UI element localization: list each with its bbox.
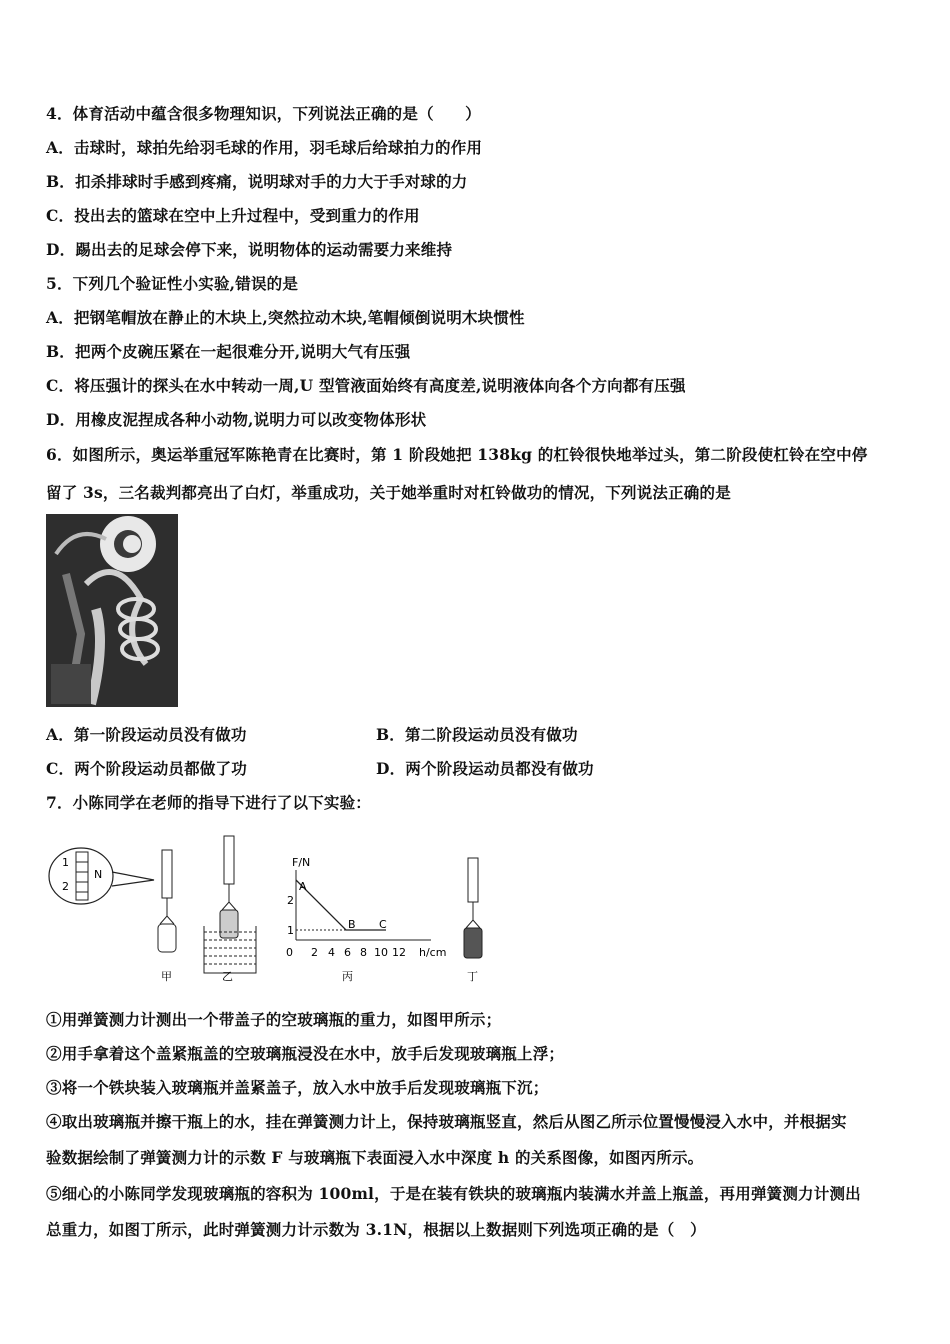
q7-step-4-line1: ④取出玻璃瓶并擦干瓶上的水，挂在弹簧测力计上，保持玻璃瓶竖直，然后从图乙所示位置慢慢浸入水中，并根据实 <box>46 1112 847 1131</box>
q7-figure-svg <box>46 828 506 988</box>
point-b: B <box>348 918 356 931</box>
label-bing: 丙 <box>342 970 353 983</box>
y-axis-label: F/N <box>292 856 311 869</box>
x-tick-10: 10 <box>374 946 388 959</box>
q6-option-a: A．第一阶段运动员没有做功 <box>46 725 247 744</box>
x-tick-4: 4 <box>328 946 335 959</box>
q7-step-1: ①用弹簧测力计测出一个带盖子的空玻璃瓶的重力，如图甲所示； <box>46 1010 502 1029</box>
y-tick-1: 1 <box>287 924 294 937</box>
q7-step-2: ②用手拿着这个盖紧瓶盖的空玻璃瓶浸没在水中，放手后发现玻璃瓶上浮； <box>46 1044 565 1063</box>
q5-option-c: C．将压强计的探头在水中转动一周,U 型管液面始终有高度差,说明液体向各个方向都有压强 <box>46 376 686 395</box>
q7-stem: 7．小陈同学在老师的指导下进行了以下实验： <box>46 793 371 812</box>
x-axis-label: h/cm <box>419 946 447 959</box>
x-tick-6: 6 <box>344 946 351 959</box>
point-a: A <box>299 880 307 893</box>
q7-step-3: ③将一个铁块装入玻璃瓶并盖紧盖子，放入水中放手后发现玻璃瓶下沉； <box>46 1078 549 1097</box>
weightlifter-photo <box>46 514 178 707</box>
scale-jia <box>158 850 176 952</box>
x-tick-8: 8 <box>360 946 367 959</box>
y-tick-2: 2 <box>287 894 294 907</box>
weightlifter-photo-art <box>46 514 178 707</box>
q6-option-d: D．两个阶段运动员都没有做功 <box>376 759 594 778</box>
q4-option-d: D．踢出去的足球会停下来，说明物体的运动需要力来维持 <box>46 240 453 259</box>
label-yi: 乙 <box>222 970 233 983</box>
q5-stem: 5．下列几个验证性小实验,错误的是 <box>46 274 299 293</box>
label-jia: 甲 <box>161 970 172 983</box>
x-tick-2: 2 <box>311 946 318 959</box>
dial-label-2: 2 <box>62 880 69 893</box>
q6-stem-line2: 留了 3s，三名裁判都亮出了白灯，举重成功，关于她举重时对杠铃做功的情况，下列说法正确的是 <box>46 483 731 502</box>
q6-option-c: C．两个阶段运动员都做了功 <box>46 759 247 778</box>
q7-step-5-line2: 总重力，如图丁所示，此时弹簧测力计示数为 3.1N，根据以上数据则下列选项正确的是（ ） <box>46 1220 706 1239</box>
q4-option-c: C．投出去的篮球在空中上升过程中，受到重力的作用 <box>46 206 420 225</box>
point-c: C <box>379 918 387 931</box>
q7-step-5-line1: ⑤细心的小陈同学发现玻璃瓶的容积为 100ml，于是在装有铁块的玻璃瓶内装满水并盖上瓶盖，再用弹簧测力计测出 <box>46 1184 861 1203</box>
dial-label-n: N <box>94 868 103 881</box>
x-tick-0: 0 <box>286 946 293 959</box>
q4-option-a: A．击球时，球拍先给羽毛球的作用，羽毛球后给球拍力的作用 <box>46 138 483 157</box>
q4-stem: 4．体育活动中蕴含很多物理知识，下列说法正确的是（ ） <box>46 104 481 123</box>
q5-option-a: A．把钢笔帽放在静止的木块上,突然拉动木块,笔帽倾倒说明木块惯性 <box>46 308 525 327</box>
q6-option-b: B．第二阶段运动员没有做功 <box>376 725 578 744</box>
scale-yi <box>204 836 256 973</box>
graph-bing <box>286 856 446 959</box>
x-tick-12: 12 <box>392 946 406 959</box>
q6-stem-line1: 6．如图所示，奥运举重冠军陈艳青在比赛时，第 1 阶段她把 138kg 的杠铃很快地举过头，第二阶段使杠铃在空中停 <box>46 445 868 464</box>
graph-curve <box>296 880 386 930</box>
dial-label-1: 1 <box>62 856 69 869</box>
q4-option-b: B．扣杀排球时手感到疼痛，说明球对手的力大于手对球的力 <box>46 172 468 191</box>
q5-option-d: D．用橡皮泥捏成各种小动物,说明力可以改变物体形状 <box>46 410 427 429</box>
q7-experiment-figure <box>46 828 506 988</box>
q7-step-4-line2: 验数据绘制了弹簧测力计的示数 F 与玻璃瓶下表面浸入水中深度 h 的关系图像，如图丙所示。 <box>46 1148 704 1167</box>
label-ding: 丁 <box>467 970 478 983</box>
scale-ding <box>464 858 482 958</box>
dial-magnifier <box>49 848 154 904</box>
q5-option-b: B．把两个皮碗压紧在一起很难分开,说明大气有压强 <box>46 342 411 361</box>
